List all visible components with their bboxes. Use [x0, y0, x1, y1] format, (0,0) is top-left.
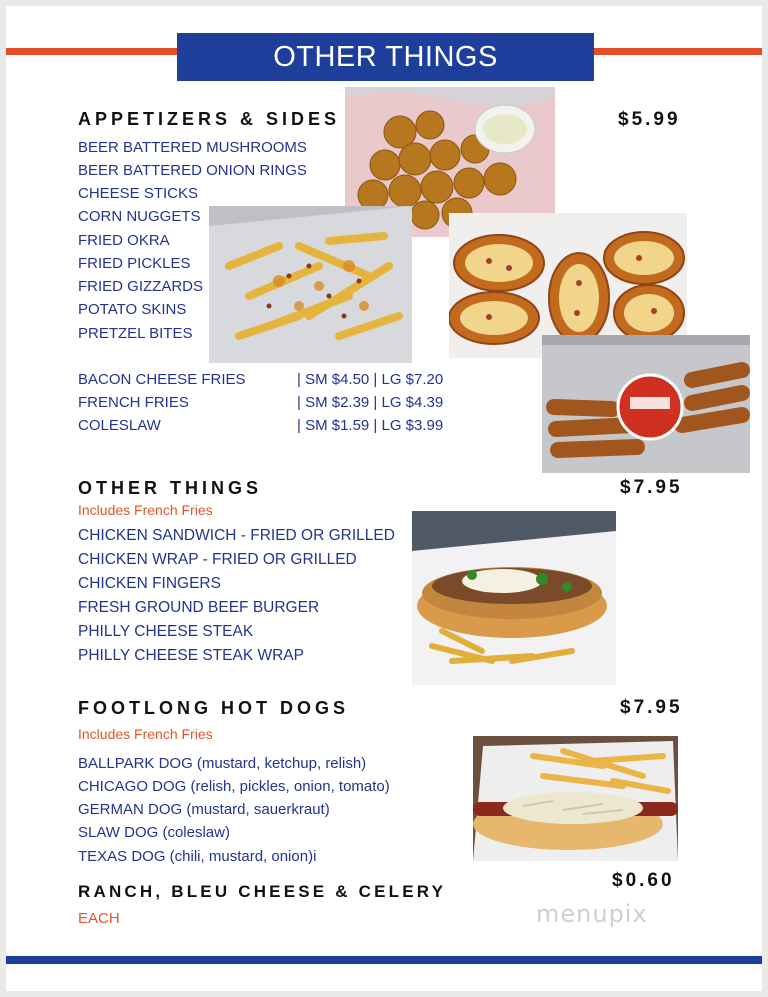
top-stripe-left: [6, 48, 178, 55]
side-price: | SM $2.39 | LG $4.39: [297, 394, 444, 411]
appetizer-item: FRIED GIZZARDS: [78, 278, 204, 295]
other-things-price: $7.95: [620, 477, 683, 498]
side-price: | SM $1.59 | LG $3.99: [297, 417, 444, 434]
hot-dogs-note: Includes French Fries: [78, 726, 213, 742]
appetizer-item: PRETZEL BITES: [78, 325, 193, 342]
hot-dog-item: SLAW DOG (coleslaw): [78, 824, 230, 841]
appetizers-price: $5.99: [618, 109, 681, 130]
top-stripe-right: [593, 48, 762, 55]
appetizer-item: CORN NUGGETS: [78, 208, 201, 225]
hot-dog-item: GERMAN DOG (mustard, sauerkraut): [78, 801, 330, 818]
bottom-stripe: [6, 956, 762, 964]
appetizer-item: BEER BATTERED ONION RINGS: [78, 162, 307, 179]
cheese-sticks-photo: [542, 335, 750, 473]
appetizer-item: BEER BATTERED MUSHROOMS: [78, 139, 307, 156]
other-things-item: FRESH GROUND BEEF BURGER: [78, 599, 320, 616]
appetizer-item: FRIED OKRA: [78, 232, 170, 249]
appetizer-item: POTATO SKINS: [78, 301, 187, 318]
other-things-item: PHILLY CHEESE STEAK WRAP: [78, 647, 304, 664]
other-things-item: CHICKEN FINGERS: [78, 575, 221, 592]
side-price: | SM $4.50 | LG $7.20: [297, 371, 444, 388]
hot-dogs-price: $7.95: [620, 697, 683, 718]
other-things-note: Includes French Fries: [78, 502, 213, 518]
ranch-price: $0.60: [612, 870, 675, 891]
other-things-item: CHICKEN SANDWICH - FRIED OR GRILLED: [78, 527, 395, 544]
other-things-title: OTHER THINGS: [78, 478, 263, 498]
side-name: COLESLAW: [78, 417, 161, 434]
menu-page: [6, 6, 762, 991]
hot-dog-photo: [473, 736, 678, 861]
appetizer-item: FRIED PICKLES: [78, 255, 191, 272]
appetizers-title: APPETIZERS & SIDES: [78, 109, 341, 129]
philly-cheese-steak-photo: [412, 511, 616, 685]
other-things-item: CHICKEN WRAP - FRIED OR GRILLED: [78, 551, 357, 568]
appetizer-item: CHEESE STICKS: [78, 185, 199, 202]
hot-dog-item: BALLPARK DOG (mustard, ketchup, relish): [78, 755, 367, 772]
side-name: FRENCH FRIES: [78, 394, 189, 411]
watermark: menupix: [536, 900, 648, 928]
hot-dog-item: TEXAS DOG (chili, mustard, onion)i: [78, 848, 317, 865]
ranch-note: EACH: [78, 910, 120, 927]
hot-dogs-title: FOOTLONG HOT DOGS: [78, 698, 349, 718]
page-title: OTHER THINGS: [177, 33, 594, 81]
other-things-item: PHILLY CHEESE STEAK: [78, 623, 254, 640]
ranch-title: RANCH, BLEU CHEESE & CELERY: [78, 882, 447, 901]
side-name: BACON CHEESE FRIES: [78, 371, 246, 388]
hot-dog-item: CHICAGO DOG (relish, pickles, onion, tomato): [78, 778, 390, 795]
bacon-cheese-fries-photo: [209, 206, 412, 363]
